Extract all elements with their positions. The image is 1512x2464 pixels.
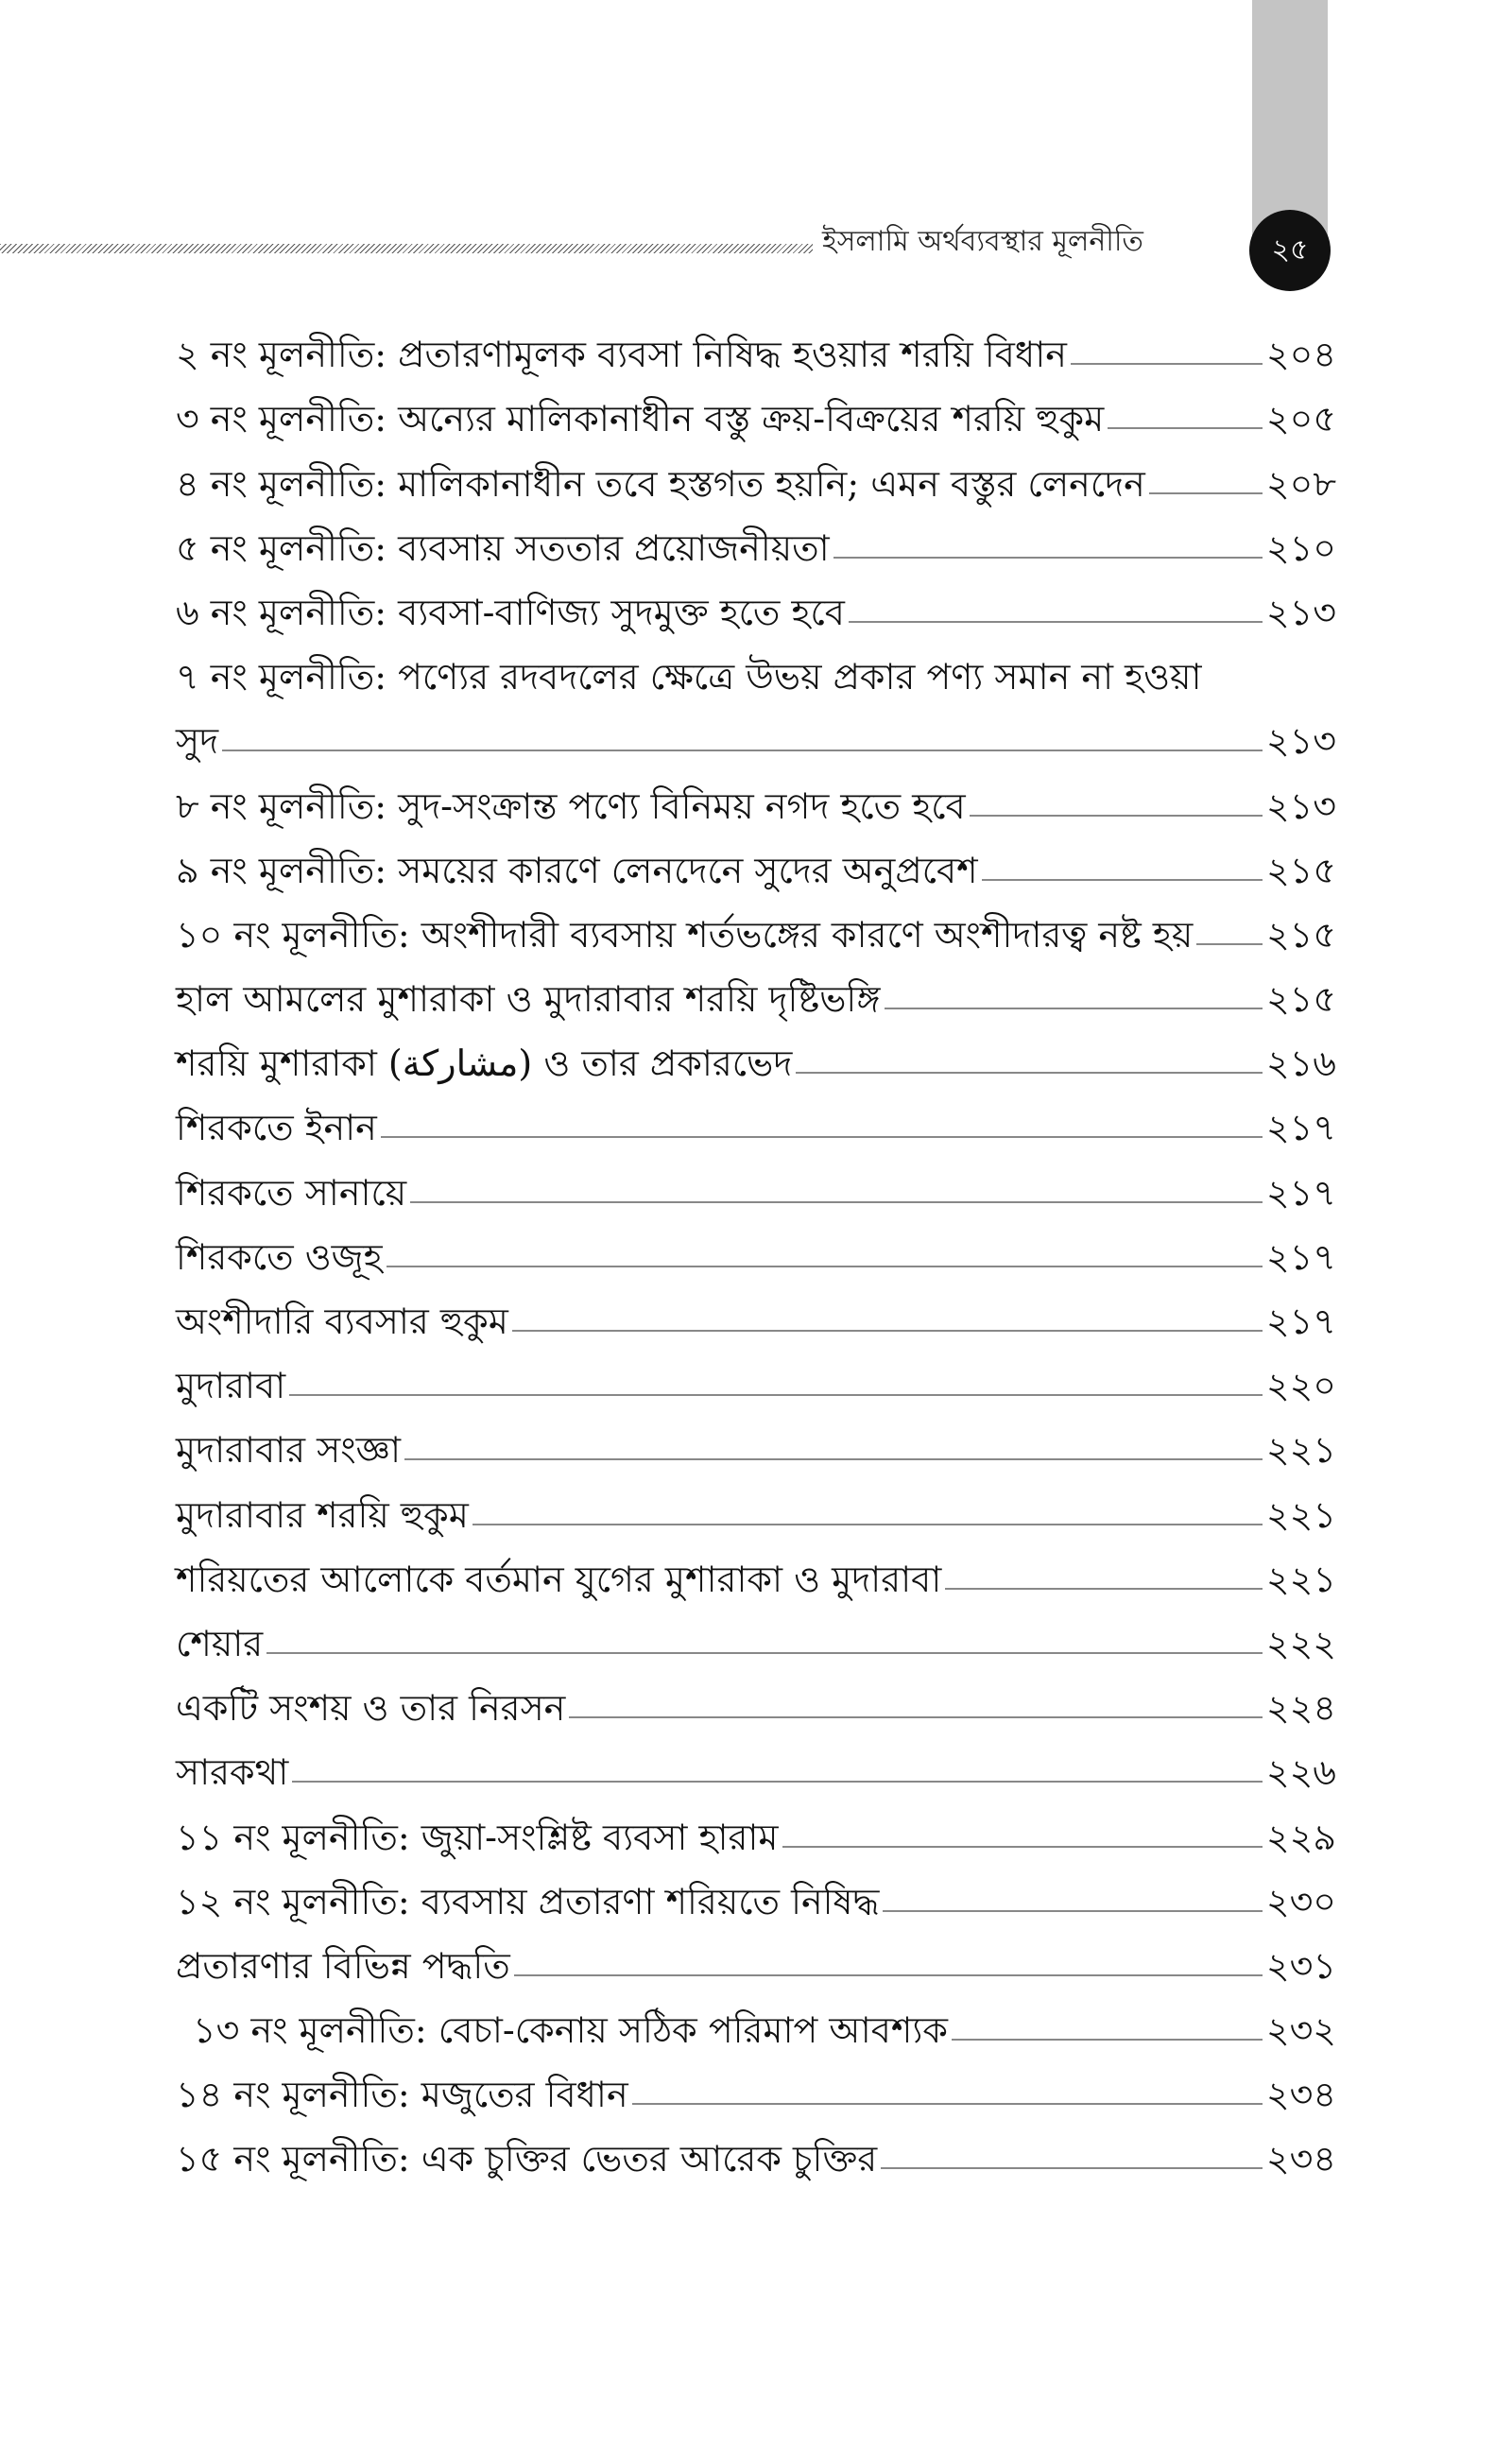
toc-entry [176, 1537, 1336, 1601]
toc-leader-line [569, 1716, 1263, 1718]
toc-entry-page: ২৩০ [1265, 1880, 1336, 1922]
toc-entry-page: ২১৩ [1265, 784, 1336, 827]
toc-leader-line [404, 1458, 1263, 1460]
toc-entry [176, 506, 1336, 570]
toc-leader-line [982, 879, 1263, 881]
toc-entry-continuation [176, 698, 1336, 763]
header-hatched-rule [0, 244, 813, 253]
toc-entry-title: একটি সংশয় ও তার নিরসন [176, 1687, 566, 1730]
toc-leader-line [885, 1008, 1263, 1009]
toc-entry [176, 1085, 1336, 1149]
toc-entry [176, 2116, 1336, 2180]
toc-entry [176, 2052, 1336, 2116]
toc-entry-page: ২১৫ [1265, 913, 1336, 956]
toc-entry [176, 763, 1336, 827]
toc-entry-page: ২৩১ [1265, 1944, 1336, 1987]
toc-entry-title: শরয়ি মুশারাকা (مشاركة) ও তার প্রকারভেদ [176, 1042, 793, 1085]
toc-entry-title: অংশীদারি ব্যবসার হুকুম [176, 1301, 508, 1342]
toc-entry-title: ৫ নং মূলনীতি: ব্যবসায় সততার প্রয়োজনীয়তা [176, 526, 830, 569]
toc-entry-page: ২২১ [1265, 1558, 1336, 1600]
toc-entry-title: ১২ নং মূলনীতি: ব্যবসায় প্রতারণা শরিয়তে নিষিদ্ধ [176, 1880, 880, 1922]
toc-entry-page: ২১৭ [1265, 1171, 1336, 1214]
toc-entry-title: মুদারাবা [176, 1365, 286, 1407]
toc-entry-page: ২২২ [1265, 1622, 1336, 1664]
toc-leader-line [1108, 427, 1263, 429]
toc-leader-line [782, 1846, 1263, 1848]
toc-entry-title: ১৪ নং মূলনীতি: মজুতের বিধান [176, 2074, 628, 2116]
toc-entry [176, 1730, 1336, 1794]
toc-entry-page: ২১৭ [1265, 1301, 1336, 1342]
toc-leader-line [1149, 492, 1263, 494]
toc-entry [176, 1149, 1336, 1214]
toc-leader-line [833, 557, 1263, 559]
toc-entry-page: ২০৮ [1265, 462, 1336, 505]
toc-entry-page: ২১৬ [1265, 1042, 1336, 1085]
running-header-title: ইসলামি অর্থব্যবস্থার মূলনীতি [822, 225, 1143, 258]
toc-entry-page: ২১৭ [1265, 1107, 1336, 1149]
toc-leader-line [632, 2103, 1263, 2105]
toc-entry [176, 1859, 1336, 1923]
toc-entry-title: শিরকতে ওজূহ [176, 1235, 383, 1278]
toc-entry-page: ২৩৪ [1265, 2074, 1336, 2116]
toc-leader-line [945, 1588, 1263, 1590]
toc-entry-page: ২১৩ [1265, 591, 1336, 633]
toc-entry-title: ১০ নং মূলনীতি: অংশীদারী ব্যবসায় শর্তভঙ্গের কারণে অংশীদারত্ব নষ্ট হয় [176, 913, 1194, 956]
toc-entry [176, 1407, 1336, 1472]
toc-entry-page: ২২০ [1265, 1365, 1336, 1407]
toc-entry-page: ২০৪ [1265, 334, 1336, 376]
toc-leader-line [512, 1330, 1263, 1332]
toc-entry [176, 1988, 1336, 2052]
toc-entry-title: ৭ নং মূলনীতি: পণ্যের রদবদলের ক্ষেত্রে উভয় প্রকার পণ্য সমান না হওয়া [176, 656, 1202, 698]
toc-entry-title: ৯ নং মূলনীতি: সময়ের কারণে লেনদেনে সুদের অনুপ্রবেশ [176, 849, 978, 891]
toc-entry [176, 1665, 1336, 1730]
toc-entry-page: ২১৩ [1265, 720, 1336, 763]
toc-leader-line [952, 2039, 1263, 2041]
toc-entry-title: মুদারাবার শরয়ি হুকুম [176, 1493, 469, 1536]
toc-entry [176, 1923, 1336, 1988]
toc-leader-line [289, 1394, 1263, 1396]
toc-entry [176, 1279, 1336, 1343]
toc-entry-title: ৪ নং মূলনীতি: মালিকানাধীন তবে হস্তগত হয়নি; এমন বস্তুর লেনদেন [176, 462, 1145, 505]
toc-entry-page: ২২৬ [1265, 1751, 1336, 1794]
toc-entry-title: ১১ নং মূলনীতি: জুয়া-সংশ্লিষ্ট ব্যবসা হারাম [176, 1816, 779, 1858]
toc-entry-title: শিরকতে ইনান [176, 1107, 377, 1149]
toc-entry-page: ২২১ [1265, 1429, 1336, 1472]
toc-entry-title: ১৩ নং মূলনীতি: বেচা-কেনায় সঠিক পরিমাপ আবশ্যক [193, 2009, 948, 2052]
toc-leader-line [222, 750, 1263, 751]
toc-entry [176, 634, 1336, 698]
toc-entry [176, 312, 1336, 376]
toc-entry-page: ২১৫ [1265, 978, 1336, 1021]
toc-entry [176, 1472, 1336, 1536]
toc-leader-line [881, 2167, 1263, 2169]
toc-entry [176, 1215, 1336, 1279]
toc-entry-page: ২৩৪ [1265, 2138, 1336, 2180]
toc-entry-page: ২১৭ [1265, 1235, 1336, 1278]
toc-leader-line [1196, 943, 1263, 945]
toc-entry [176, 1343, 1336, 1407]
toc-entry-title: শরিয়তের আলোকে বর্তমান যুগের মুশারাকা ও মুদারাবা [176, 1558, 942, 1600]
toc-entry [176, 956, 1336, 1021]
toc-entry-title: ২ নং মূলনীতি: প্রতারণামূলক ব্যবসা নিষিদ্ধ হওয়ার শরয়ি বিধান [176, 334, 1067, 376]
toc-leader-line [387, 1266, 1263, 1267]
toc-leader-line [266, 1652, 1263, 1654]
toc-leader-line [472, 1524, 1263, 1525]
toc-leader-line [410, 1201, 1263, 1203]
table-of-contents [176, 312, 1336, 2180]
toc-entry [176, 570, 1336, 634]
toc-entry [176, 1601, 1336, 1665]
toc-entry [176, 892, 1336, 956]
toc-entry-title: হাল আমলের মুশারাকা ও মুদারাবার শরয়ি দৃষ্টিভঙ্গি [176, 978, 881, 1021]
page-number: ২৫ [1271, 233, 1309, 267]
toc-entry-title-continued: সুদ [176, 720, 219, 763]
toc-entry [176, 1794, 1336, 1858]
toc-entry-page: ২১৫ [1265, 849, 1336, 891]
toc-entry-page: ২৩২ [1265, 2009, 1336, 2052]
toc-entry-page: ২২৯ [1265, 1816, 1336, 1858]
toc-entry [176, 376, 1336, 440]
toc-entry-page: ২১০ [1265, 526, 1336, 569]
toc-entry [176, 828, 1336, 892]
toc-leader-line [381, 1136, 1263, 1138]
toc-leader-line [849, 621, 1263, 623]
toc-entry [176, 1021, 1336, 1085]
toc-leader-line [883, 1910, 1263, 1912]
toc-entry-title: শেয়ার [176, 1622, 264, 1664]
toc-entry-title: শিরকতে সানায়ে [176, 1171, 407, 1214]
toc-entry-title: সারকথা [176, 1751, 289, 1794]
toc-leader-line [796, 1072, 1263, 1074]
page-tab-strip [1252, 0, 1328, 236]
toc-leader-line [514, 1974, 1263, 1976]
toc-entry-title: ৩ নং মূলনীতি: অন্যের মালিকানাধীন বস্তু ক্রয়-বিক্রয়ের শরয়ি হুকুম [176, 398, 1105, 440]
page-number-badge [1249, 210, 1331, 291]
toc-entry-page: ২০৫ [1265, 398, 1336, 440]
toc-leader-line [292, 1781, 1263, 1783]
toc-entry-page: ২২১ [1265, 1493, 1336, 1536]
toc-entry-title: ৬ নং মূলনীতি: ব্যবসা-বাণিজ্য সুদমুক্ত হতে হবে [176, 591, 845, 633]
toc-entry-title: মুদারাবার সংজ্ঞা [176, 1429, 402, 1472]
toc-entry-title: প্রতারণার বিভিন্ন পদ্ধতি [176, 1944, 510, 1987]
toc-entry-title: ৮ নং মূলনীতি: সুদ-সংক্রান্ত পণ্যে বিনিময় নগদ হতে হবে [176, 784, 966, 827]
toc-entry-title: ১৫ নং মূলনীতি: এক চুক্তির ভেতর আরেক চুক্তির [176, 2138, 878, 2180]
toc-leader-line [970, 815, 1263, 817]
toc-leader-line [1071, 363, 1263, 365]
toc-entry [176, 440, 1336, 505]
toc-entry-page: ২২৪ [1265, 1687, 1336, 1730]
